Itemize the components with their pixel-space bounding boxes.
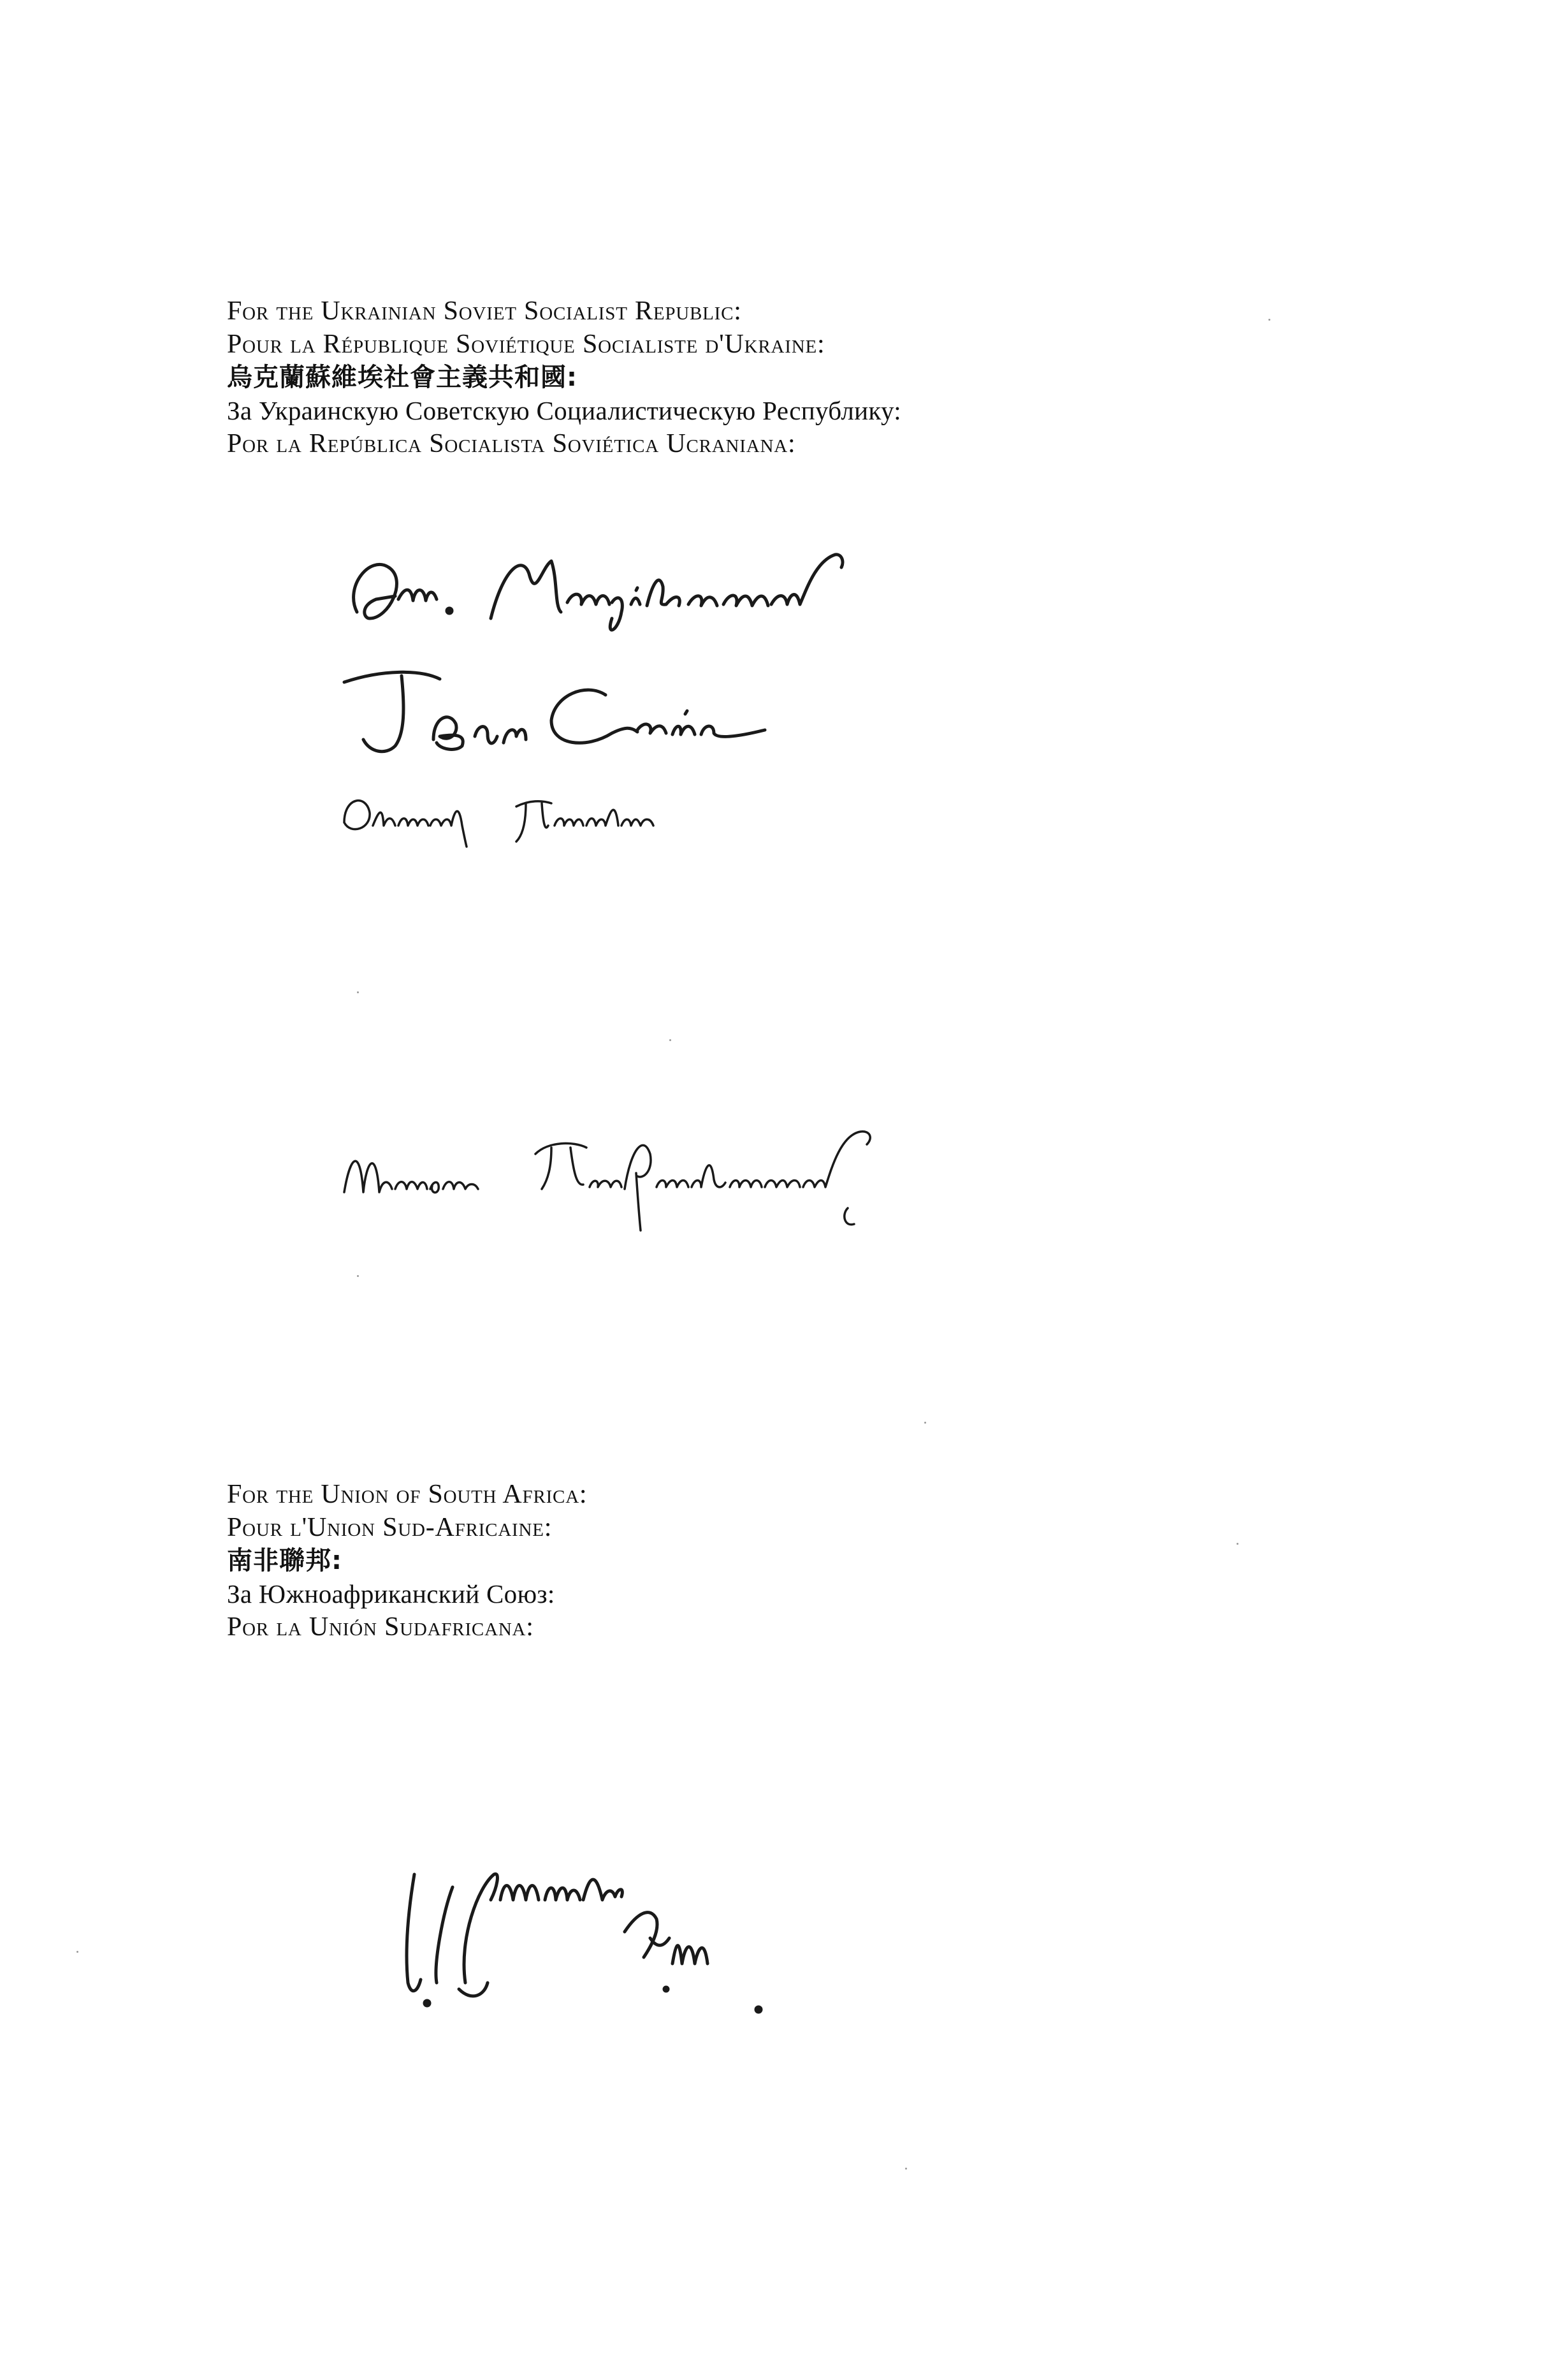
signature-manuilsky [331,529,892,657]
signature-senin [331,657,841,765]
signature-palladin [331,771,739,854]
signature-smuts [382,1836,943,2027]
ukraine-russian-heading: За Украинскую Советскую Социалистическую Республику: [227,396,901,425]
ukraine-heading-block [227,295,1438,460]
south-africa-french-heading: Pour l'Union Sud-Africaine: [227,1513,553,1542]
south-africa-russian-heading: За Южноафриканский Союз: [227,1579,555,1609]
south-africa-english-heading: For the Union of South Africa: [227,1480,588,1509]
ukraine-chinese-heading: 烏克蘭蘇維埃社會主義共和國: [227,363,577,392]
ukraine-french-heading: Pour la République Soviétique Socialiste d'Ukraine: [227,330,825,359]
south-africa-heading-block [227,1478,1438,1644]
south-africa-spanish-heading: Por la Unión Sudafricana: [227,1612,534,1642]
ukraine-english-heading: For the Ukrainian Soviet Socialist Republic: [227,296,742,326]
ukraine-spanish-heading: Por la República Socialista Soviética Ucraniana: [227,429,796,458]
signature-petrovsky [331,1109,969,1256]
south-africa-chinese-heading: 南非聯邦: [227,1546,342,1575]
